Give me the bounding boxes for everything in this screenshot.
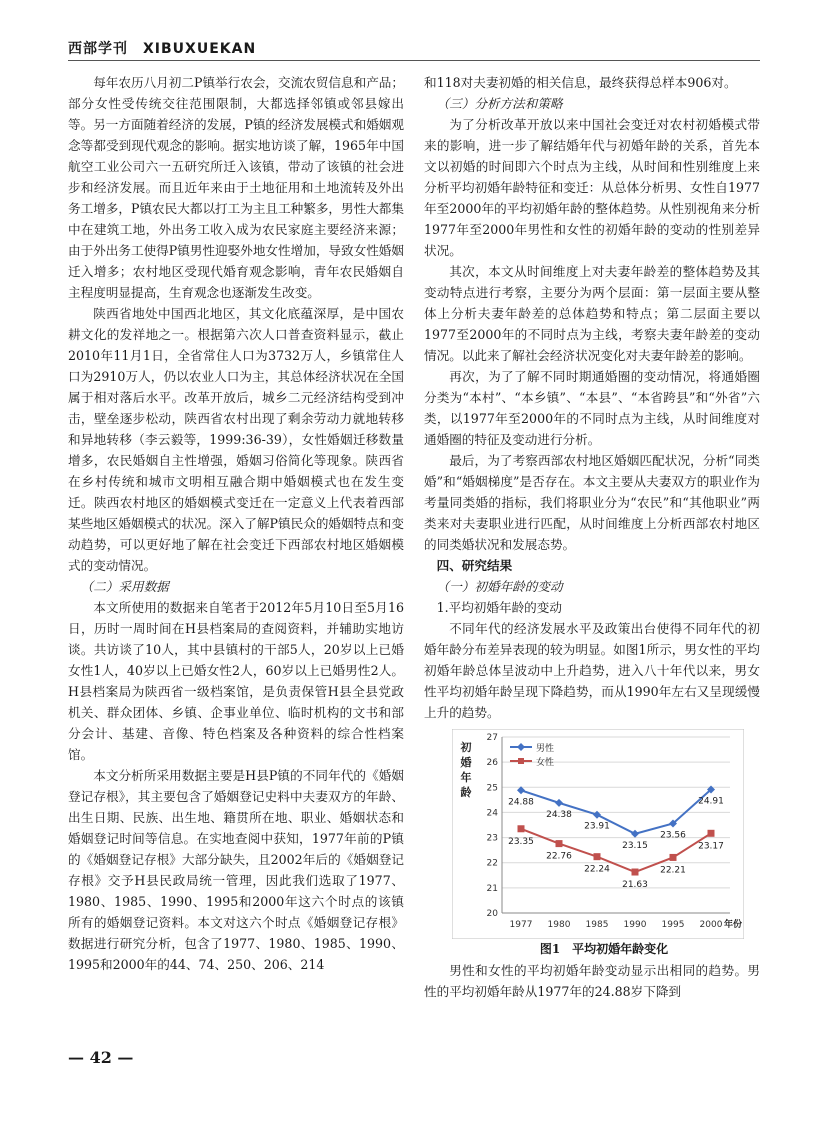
- x-tick-label: 1985: [585, 920, 609, 930]
- data-label: 24.38: [546, 809, 572, 820]
- x-axis-label: 年份: [723, 920, 742, 930]
- section-heading: （三）分析方法和策略: [436, 96, 563, 111]
- data-point: [708, 830, 715, 837]
- data-label: 23.91: [584, 821, 610, 832]
- figure-caption: 图1 平均初婚年龄变化: [539, 942, 669, 956]
- y-tick-label: 22: [486, 858, 498, 869]
- data-label: 21.63: [622, 880, 648, 891]
- data-label: 22.76: [546, 851, 572, 862]
- data-label: 24.91: [698, 796, 724, 807]
- data-label: 24.88: [508, 797, 534, 808]
- subsection-heading: （一）初婚年龄的变动: [436, 579, 563, 594]
- right-column: [424, 72, 760, 1002]
- data-label: 23.56: [660, 830, 686, 841]
- y-tick-label: 25: [486, 783, 498, 794]
- paragraph: 不同年代的经济发展水平及政策出台使得不同年代的初婚年龄分布差异表现的较为明显。如图1所示，男女性的平均初婚年龄总体呈波动中上升趋势，进入八十年代以来，男女性平均初婚年龄呈现下降趋势，而从1990年左右又呈现缓慢上升的趋势。: [424, 621, 760, 720]
- paragraph: 本文分析所采用数据主要是H县P镇的不同年代的《婚姻登记存根》，其主要包含了婚姻登记史料中夫妻双方的年龄、出生日期、民族、出生地、籍贯所在地、职业、婚姻状态和婚姻登记时间等信息。在实地查阅中获知，1977年前的P镇的《婚姻登记存根》大部分缺失，且2002年后的《婚姻登记存根》交予H县民政局统一管理，因此我们选取了1977、1980、1985、1990、1995和2000年这六个时点的该镇所有的婚姻登记资料。本文对这六个时点《婚姻登记存根》数据进行研究分析，包含了1977、1980、1985、1990、1995和2000年的44、74、250、206、214: [68, 768, 404, 972]
- x-tick-label: 1977: [509, 920, 533, 930]
- page-number: — 42 —: [68, 1048, 134, 1067]
- data-label: 22.24: [584, 864, 610, 875]
- data-point: [670, 854, 677, 861]
- data-label: 22.21: [660, 865, 686, 876]
- line-chart: [452, 729, 744, 939]
- page-header: [68, 38, 760, 60]
- data-point: [632, 869, 639, 876]
- y-axis-label: 年: [460, 771, 472, 784]
- x-tick-label: 1980: [547, 920, 571, 930]
- paragraph: 最后，为了考察西部农村地区婚姻匹配状况，分析“同类婚”和“婚姻梯度”是否存在。本文主要从夫妻双方的职业作为考量同类婚的指标，我们将职业分为“农民”和“其他职业”两类来对夫妻职业进行匹配，从时间维度上分析西部农村地区的同类婚状况和发展态势。: [424, 453, 760, 552]
- data-label: 23.17: [698, 841, 724, 852]
- y-tick-label: 27: [486, 733, 498, 743]
- y-axis-label: 婚: [460, 756, 472, 769]
- section-heading: 四、研究结果: [436, 558, 513, 573]
- y-tick-label: 23: [486, 833, 498, 844]
- y-tick-label: 21: [486, 883, 498, 894]
- data-point: [556, 840, 563, 847]
- paragraph: 为了分析改革开放以来中国社会变迁对农村初婚模式带来的影响，进一步了解结婚年代与初婚年龄的关系，首先本文以初婚的时间即六个时点为主线，从时间和性别维度上来分析平均初婚年龄特征和变迁：从总体分析男、女性自1977年至2000年的平均初婚年龄的整体趋势。从性别视角来分析1977年至2000年男性和女性的初婚年龄的变动的性别差异状况。: [424, 117, 760, 258]
- data-label: 23.35: [508, 836, 534, 847]
- x-tick-label: 2000: [699, 920, 723, 930]
- y-tick-label: 20: [486, 909, 498, 919]
- paragraph: 男性和女性的平均初婚年龄变动显示出相同的趋势。男性的平均初婚年龄从1977年的24.88岁下降到: [424, 963, 760, 999]
- paragraph: 每年农历八月初二P镇举行农会，交流农贸信息和产品；部分女性受传统交往范围限制，大都选择邻镇或邻县嫁出等。另一方面随着经济的发展，P镇的经济发展模式和婚姻观念等都受到现代观念的影响。据实地访谈了解，1965年中国航空工业公司六一五研究所迁入该镇，带动了该镇的社会进步和经济发展。而且近年来由于土地征用和土地流转及外出务工增多，P镇农民大都以打工为主且工种繁多，男性大都集中在建筑工地，外出务工收入成为农民家庭主要经济来源；由于外出务工使得P镇男性迎娶外地女性增加，导致女性婚姻迁入增多；农村地区受现代婚育观念影响，青年农民婚姻自主程度明显提高，生育观念也逐渐发生改变。: [68, 75, 404, 300]
- y-tick-label: 26: [486, 758, 498, 769]
- x-tick-label: 1990: [623, 920, 647, 930]
- paragraph: 本文所使用的数据来自笔者于2012年5月10日至5月16日，历时一周时间在H县档案局的查阅资料，并辅助实地访谈。共访谈了10人，其中县镇村的干部5人，20岁以上已婚女性1人，40岁以上已婚女性2人，60岁以上已婚男性2人。H县档案局为陕西省一级档案馆，是负责保管H县全县党政机关、群众团体、乡镇、企事业单位、临时机构的文书和部分会计、基建、音像、特色档案及各种资料的综合性档案馆。: [68, 600, 404, 762]
- header-rule: [68, 60, 760, 61]
- chart-svg: [452, 729, 744, 939]
- paragraph: 再次，为了了解不同时期通婚圈的变动情况，将通婚圈分类为“本村”、“本乡镇”、“本县”、“本省跨县”和“外省”六类，以1977年至2000年的不同时点为主线，从时间维度对通婚圈的特征及变动进行分析。: [424, 369, 760, 447]
- paragraph: 和118对夫妻初婚的相关信息，最终获得总样本906对。: [424, 75, 737, 90]
- y-axis-label: 龄: [460, 786, 472, 799]
- legend-label: 男性: [536, 744, 555, 754]
- legend-label: 女性: [536, 758, 555, 768]
- paragraph: 陕西省地处中国西北地区，其文化底蕴深厚，是中国农耕文化的发祥地之一。根据第六次人口普查资料显示，截止2010年11月1日，全省常住人口为3732万人，乡镇常住人口为2910万人，仍以农业人口为主，其总体经济状况在全国属于相对落后水平。改革开放后，城乡二元经济结构受到冲击，壁垒逐步松动，陕西省农村出现了剩余劳动力就地转移和异地转移（李云毅等，1999:36-39），女性婚姻迁移数量增多，农民婚姻自主性增强，婚姻习俗简化等现象。陕西省在乡村传统和城市文明相互融合期中婚姻模式也在发生变迁。陕西农村地区的婚姻模式变迁在一定意义上代表着西部某些地区婚姻模式的状况。深入了解P镇民众的婚姻特点和变动趋势，可以更好地了解在社会变迁下西部农村地区婚姻模式的变动情况。: [68, 306, 404, 573]
- data-point: [594, 853, 601, 860]
- y-axis-label: 初: [460, 741, 472, 754]
- journal-title: 西部学刊 XIBUXUEKAN: [68, 41, 257, 57]
- subsection-heading: 1.平均初婚年龄的变动: [436, 600, 562, 615]
- data-label: 23.15: [622, 840, 648, 851]
- x-tick-label: 1995: [661, 920, 685, 930]
- paragraph: 其次，本文从时间维度上对夫妻年龄差的整体趋势及其变动特点进行考察，主要分为两个层面：第一层面主要从整体上分析夫妻年龄差的总体趋势和特点；第二层面主要以1977至2000年的不同时点为主线，考察夫妻年龄差的变动情况。以此来了解社会经济状况变化对夫妻年龄差的影响。: [424, 264, 760, 363]
- left-column: [68, 72, 404, 975]
- data-point: [518, 825, 525, 832]
- legend-marker: [518, 758, 524, 764]
- section-heading: （二）采用数据: [80, 579, 169, 594]
- y-tick-label: 24: [486, 808, 498, 819]
